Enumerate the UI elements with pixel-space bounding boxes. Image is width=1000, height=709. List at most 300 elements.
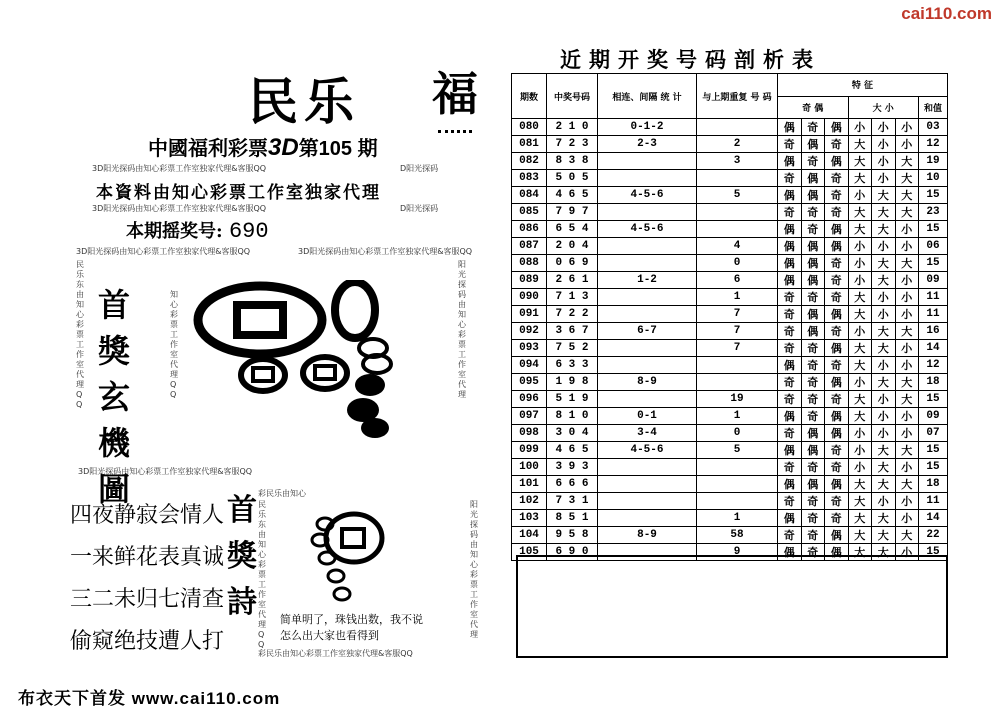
number-cell: 7 1 3 — [547, 289, 598, 306]
size-cell: 大 — [872, 459, 896, 476]
size-cell: 小 — [895, 544, 919, 561]
lottery-history-table — [511, 73, 948, 561]
box-top-text: 彩民乐由知心 — [258, 489, 306, 498]
gap-cell: 3-4 — [598, 425, 697, 442]
header-size: 大 小 — [848, 96, 919, 119]
coins-puzzle-illustration — [185, 280, 435, 440]
parity-cell: 偶 — [825, 527, 849, 544]
size-cell: 大 — [872, 187, 896, 204]
period-cell: 099 — [512, 442, 547, 459]
gap-cell: 6-7 — [598, 323, 697, 340]
number-cell: 9 5 8 — [547, 527, 598, 544]
hint-text — [280, 612, 423, 644]
repeat-cell — [697, 374, 778, 391]
parity-cell: 奇 — [825, 459, 849, 476]
sum-cell: 10 — [919, 170, 948, 187]
sum-cell: 09 — [919, 272, 948, 289]
size-cell: 大 — [872, 527, 896, 544]
size-cell: 小 — [872, 306, 896, 323]
size-cell: 小 — [895, 493, 919, 510]
size-cell: 大 — [848, 357, 872, 374]
gap-cell: 4-5-6 — [598, 221, 697, 238]
gap-cell — [598, 289, 697, 306]
size-cell: 小 — [872, 357, 896, 374]
parity-cell: 偶 — [825, 340, 849, 357]
number-cell: 3 0 4 — [547, 425, 598, 442]
size-cell: 小 — [848, 442, 872, 459]
issue-suffix: 第105 期 — [298, 138, 378, 160]
table-row — [512, 272, 948, 289]
parity-cell: 奇 — [778, 391, 802, 408]
table-row — [512, 510, 948, 527]
size-cell: 小 — [895, 340, 919, 357]
repeat-cell: 3 — [697, 153, 778, 170]
period-cell: 088 — [512, 255, 547, 272]
gap-cell — [598, 255, 697, 272]
repeat-cell — [697, 221, 778, 238]
table-row — [512, 170, 948, 187]
sum-cell: 06 — [919, 238, 948, 255]
table-row — [512, 238, 948, 255]
parity-cell: 奇 — [825, 493, 849, 510]
size-cell: 大 — [872, 374, 896, 391]
gap-cell — [598, 357, 697, 374]
tiny-notice-4: 3D阳光探码由知心彩票工作室独家代理&客服QQ — [298, 247, 473, 256]
period-cell: 096 — [512, 391, 547, 408]
size-cell: 小 — [895, 408, 919, 425]
sum-cell: 11 — [919, 493, 948, 510]
number-cell: 4 6 5 — [547, 187, 598, 204]
gap-cell — [598, 306, 697, 323]
size-cell: 大 — [848, 476, 872, 493]
size-cell: 小 — [872, 289, 896, 306]
gap-cell — [598, 340, 697, 357]
repeat-cell: 0 — [697, 255, 778, 272]
size-cell: 小 — [895, 136, 919, 153]
number-cell: 6 5 4 — [547, 221, 598, 238]
table-row — [512, 459, 948, 476]
gap-cell — [598, 153, 697, 170]
parity-cell: 偶 — [778, 187, 802, 204]
box-right-side: 阳光探码由知心彩票工作室代理 — [470, 500, 478, 639]
gap-cell — [598, 170, 697, 187]
size-cell: 小 — [872, 170, 896, 187]
parity-cell: 奇 — [778, 170, 802, 187]
repeat-cell — [697, 204, 778, 221]
parity-cell: 偶 — [778, 238, 802, 255]
parity-cell: 奇 — [778, 136, 802, 153]
number-cell: 3 6 7 — [547, 323, 598, 340]
size-cell: 大 — [872, 221, 896, 238]
box-left-side: 民乐东由知心彩票工作室代理QQ — [258, 500, 266, 649]
parity-cell: 奇 — [825, 323, 849, 340]
period-cell: 098 — [512, 425, 547, 442]
repeat-cell — [697, 119, 778, 136]
sum-cell: 11 — [919, 306, 948, 323]
gap-cell — [598, 510, 697, 527]
parity-cell: 奇 — [778, 204, 802, 221]
parity-cell: 偶 — [825, 221, 849, 238]
size-cell: 大 — [872, 323, 896, 340]
size-cell: 小 — [895, 221, 919, 238]
repeat-cell — [697, 459, 778, 476]
size-cell: 大 — [872, 510, 896, 527]
repeat-cell: 58 — [697, 527, 778, 544]
parity-cell: 奇 — [778, 425, 802, 442]
size-cell: 大 — [872, 255, 896, 272]
parity-cell: 偶 — [801, 238, 825, 255]
parity-cell: 奇 — [778, 323, 802, 340]
footer-publisher: 布衣天下首发 www.cai110.com — [18, 689, 281, 708]
sum-cell: 16 — [919, 323, 948, 340]
size-cell: 大 — [848, 170, 872, 187]
table-row — [512, 374, 948, 391]
parity-cell: 偶 — [778, 544, 802, 561]
sum-cell: 15 — [919, 187, 948, 204]
parity-cell: 偶 — [825, 544, 849, 561]
parity-cell: 偶 — [825, 408, 849, 425]
size-cell: 大 — [895, 323, 919, 340]
parity-cell: 奇 — [801, 527, 825, 544]
table-row — [512, 153, 948, 170]
parity-cell: 奇 — [778, 306, 802, 323]
parity-cell: 偶 — [778, 357, 802, 374]
parity-cell: 奇 — [778, 340, 802, 357]
number-cell: 7 9 7 — [547, 204, 598, 221]
sum-cell: 15 — [919, 442, 948, 459]
gap-cell — [598, 493, 697, 510]
size-cell: 大 — [848, 153, 872, 170]
repeat-cell — [697, 493, 778, 510]
poem-title — [224, 488, 260, 626]
poster-title: 民乐 — [248, 72, 360, 131]
parity-cell: 偶 — [778, 510, 802, 527]
number-cell: 5 0 5 — [547, 170, 598, 187]
period-cell: 086 — [512, 221, 547, 238]
period-cell: 080 — [512, 119, 547, 136]
parity-cell: 奇 — [825, 136, 849, 153]
parity-cell: 奇 — [825, 255, 849, 272]
repeat-cell: 19 — [697, 391, 778, 408]
period-cell: 087 — [512, 238, 547, 255]
size-cell: 小 — [872, 136, 896, 153]
number-cell: 6 9 0 — [547, 544, 598, 561]
table-row — [512, 221, 948, 238]
repeat-cell: 6 — [697, 272, 778, 289]
period-cell: 090 — [512, 289, 547, 306]
period-cell: 105 — [512, 544, 547, 561]
parity-cell: 奇 — [825, 510, 849, 527]
sum-cell: 18 — [919, 374, 948, 391]
size-cell: 大 — [895, 391, 919, 408]
tiny-notice-1: 3D阳光探码由知心彩票工作室独家代理&客服QQ — [92, 164, 267, 173]
number-cell: 2 0 4 — [547, 238, 598, 255]
sum-cell: 07 — [919, 425, 948, 442]
period-cell: 082 — [512, 153, 547, 170]
poem-title-char: 獎 — [227, 539, 257, 574]
parity-cell: 奇 — [801, 119, 825, 136]
parity-cell: 奇 — [778, 527, 802, 544]
tiny-notice-short-2: D阳光探码 — [400, 204, 439, 213]
size-cell: 大 — [872, 340, 896, 357]
period-cell: 104 — [512, 527, 547, 544]
size-cell: 小 — [872, 238, 896, 255]
period-cell: 084 — [512, 187, 547, 204]
header-feature: 特 征 — [778, 74, 948, 97]
parity-cell: 奇 — [801, 289, 825, 306]
sum-cell: 15 — [919, 221, 948, 238]
parity-cell: 偶 — [778, 119, 802, 136]
size-cell: 小 — [848, 272, 872, 289]
parity-cell: 奇 — [825, 170, 849, 187]
parity-cell: 奇 — [801, 153, 825, 170]
site-watermark: cai110.com — [901, 4, 992, 23]
parity-cell: 偶 — [778, 221, 802, 238]
hint-line: 怎么出大家也看得到 — [280, 629, 379, 642]
box-bottom-text: 彩民乐由知心彩票工作室独家代理&客服QQ — [258, 649, 413, 658]
table-row — [512, 425, 948, 442]
size-cell: 大 — [848, 340, 872, 357]
sum-cell: 15 — [919, 391, 948, 408]
size-cell: 大 — [872, 442, 896, 459]
period-cell: 085 — [512, 204, 547, 221]
size-cell: 小 — [872, 119, 896, 136]
size-cell: 大 — [895, 255, 919, 272]
number-cell: 7 3 1 — [547, 493, 598, 510]
parity-cell: 偶 — [801, 323, 825, 340]
header-parity: 奇 偶 — [778, 96, 849, 119]
size-cell: 小 — [848, 425, 872, 442]
size-cell: 大 — [895, 527, 919, 544]
period-cell: 091 — [512, 306, 547, 323]
table-row — [512, 357, 948, 374]
issue-3d: 3D — [268, 134, 299, 161]
draw-number: 690 — [228, 219, 269, 244]
sum-cell: 22 — [919, 527, 948, 544]
parity-cell: 奇 — [825, 289, 849, 306]
header-sum: 和值 — [919, 96, 948, 119]
parity-cell: 奇 — [778, 459, 802, 476]
parity-cell: 奇 — [825, 442, 849, 459]
parity-cell: 偶 — [825, 425, 849, 442]
size-cell: 小 — [895, 306, 919, 323]
number-cell: 3 9 3 — [547, 459, 598, 476]
parity-cell: 奇 — [778, 493, 802, 510]
sum-cell: 14 — [919, 510, 948, 527]
size-cell: 小 — [848, 187, 872, 204]
parity-cell: 奇 — [801, 357, 825, 374]
gap-cell: 2-3 — [598, 136, 697, 153]
repeat-cell: 4 — [697, 238, 778, 255]
repeat-cell: 1 — [697, 408, 778, 425]
period-cell: 097 — [512, 408, 547, 425]
size-cell: 小 — [895, 425, 919, 442]
sum-cell: 03 — [919, 119, 948, 136]
period-cell: 101 — [512, 476, 547, 493]
repeat-cell — [697, 476, 778, 493]
poem-line: 三二未归七清查 — [70, 587, 225, 612]
sum-cell: 12 — [919, 357, 948, 374]
size-cell: 小 — [872, 391, 896, 408]
repeat-cell: 9 — [697, 544, 778, 561]
period-cell: 100 — [512, 459, 547, 476]
parity-cell: 奇 — [801, 510, 825, 527]
parity-cell: 奇 — [825, 272, 849, 289]
size-cell: 大 — [848, 510, 872, 527]
xuanji-char: 獎 — [97, 332, 130, 370]
size-cell: 大 — [895, 204, 919, 221]
size-cell: 小 — [895, 272, 919, 289]
number-cell: 7 5 2 — [547, 340, 598, 357]
agent-line: 本資料由知心彩票工作室独家代理 — [96, 183, 381, 203]
repeat-cell: 7 — [697, 340, 778, 357]
fu-character: 福 — [432, 67, 478, 121]
period-cell: 083 — [512, 170, 547, 187]
poem-line: 偷窥绝技遭人打 — [70, 629, 225, 654]
parity-cell: 偶 — [778, 272, 802, 289]
poem-line: 四夜静寂会情人 — [70, 503, 225, 528]
parity-cell: 奇 — [801, 374, 825, 391]
parity-cell: 偶 — [801, 476, 825, 493]
poem-title-char: 首 — [227, 493, 257, 528]
repeat-cell: 7 — [697, 306, 778, 323]
table-row — [512, 289, 948, 306]
period-cell: 081 — [512, 136, 547, 153]
parity-cell: 奇 — [801, 391, 825, 408]
number-cell: 7 2 2 — [547, 306, 598, 323]
size-cell: 小 — [848, 459, 872, 476]
sum-cell: 15 — [919, 255, 948, 272]
tiny-notice-2: 3D阳光探码由知心彩票工作室独家代理&客服QQ — [92, 204, 267, 213]
size-cell: 大 — [848, 493, 872, 510]
left-side-text: 民乐东由知心彩票工作室代理QQ — [76, 260, 84, 409]
parity-cell: 偶 — [825, 119, 849, 136]
parity-cell: 奇 — [778, 374, 802, 391]
period-cell: 094 — [512, 357, 547, 374]
number-cell: 1 9 8 — [547, 374, 598, 391]
xuanji-title — [92, 282, 136, 512]
size-cell: 小 — [895, 510, 919, 527]
header-period: 期数 — [512, 74, 547, 119]
parity-cell: 偶 — [778, 153, 802, 170]
table-row — [512, 408, 948, 425]
parity-cell: 偶 — [801, 425, 825, 442]
table-row — [512, 493, 948, 510]
size-cell: 小 — [895, 119, 919, 136]
repeat-cell — [697, 170, 778, 187]
gap-cell — [598, 204, 697, 221]
size-cell: 大 — [848, 527, 872, 544]
size-cell: 小 — [848, 374, 872, 391]
gap-cell: 8-9 — [598, 527, 697, 544]
size-cell: 大 — [872, 272, 896, 289]
right-side-text: 阳光探码由知心彩票工作室代理 — [458, 260, 466, 399]
size-cell: 小 — [872, 425, 896, 442]
xuanji-char: 圖 — [97, 470, 130, 508]
sum-cell: 19 — [919, 153, 948, 170]
parity-cell: 奇 — [801, 221, 825, 238]
mid-side-text: 知心彩票工作室代理QQ — [170, 290, 178, 399]
xuanji-char: 首 — [97, 286, 130, 324]
parity-cell: 偶 — [778, 255, 802, 272]
repeat-cell: 5 — [697, 442, 778, 459]
table-row — [512, 187, 948, 204]
gap-cell: 0-1 — [598, 408, 697, 425]
sum-cell: 11 — [919, 289, 948, 306]
size-cell: 大 — [848, 204, 872, 221]
parity-cell: 偶 — [825, 476, 849, 493]
size-cell: 大 — [872, 204, 896, 221]
parity-cell: 偶 — [801, 170, 825, 187]
period-cell: 093 — [512, 340, 547, 357]
gap-cell: 0-1-2 — [598, 119, 697, 136]
issue-prefix: 中國福利彩票 — [148, 138, 268, 160]
size-cell: 小 — [895, 238, 919, 255]
issue-line — [148, 132, 378, 162]
number-cell: 6 3 3 — [547, 357, 598, 374]
fu-tassel-decoration — [438, 100, 472, 133]
size-cell: 小 — [872, 153, 896, 170]
sum-cell: 14 — [919, 340, 948, 357]
parity-cell: 奇 — [801, 544, 825, 561]
poem-title-char: 詩 — [227, 585, 257, 620]
parity-cell: 偶 — [801, 306, 825, 323]
parity-cell: 奇 — [825, 357, 849, 374]
repeat-cell: 5 — [697, 187, 778, 204]
size-cell: 大 — [848, 408, 872, 425]
parity-cell: 偶 — [825, 374, 849, 391]
size-cell: 小 — [848, 323, 872, 340]
poem — [70, 495, 224, 663]
size-cell: 大 — [895, 442, 919, 459]
gap-cell — [598, 238, 697, 255]
table-row — [512, 136, 948, 153]
poem-line: 一来鲜花表真诚 — [70, 545, 225, 570]
number-cell: 8 3 8 — [547, 153, 598, 170]
size-cell: 大 — [895, 374, 919, 391]
size-cell: 小 — [848, 255, 872, 272]
parity-cell: 奇 — [825, 204, 849, 221]
table-row — [512, 323, 948, 340]
tiny-notice-3: 3D阳光探码由知心彩票工作室独家代理&客服QQ — [76, 247, 251, 256]
size-cell: 大 — [848, 544, 872, 561]
table-row — [512, 527, 948, 544]
repeat-cell: 2 — [697, 136, 778, 153]
number-cell: 0 6 9 — [547, 255, 598, 272]
hint-line: 简单明了，珠钱出数，我不说 — [280, 613, 423, 626]
period-cell: 092 — [512, 323, 547, 340]
table-row — [512, 340, 948, 357]
period-cell: 102 — [512, 493, 547, 510]
period-cell: 103 — [512, 510, 547, 527]
size-cell: 大 — [848, 391, 872, 408]
parity-cell: 偶 — [801, 136, 825, 153]
size-cell: 大 — [895, 476, 919, 493]
parity-cell: 偶 — [801, 442, 825, 459]
parity-cell: 奇 — [801, 459, 825, 476]
table-row — [512, 391, 948, 408]
parity-cell: 偶 — [825, 306, 849, 323]
size-cell: 大 — [895, 153, 919, 170]
header-repeat: 与上期重复 号 码 — [697, 74, 778, 119]
number-cell: 8 1 0 — [547, 408, 598, 425]
xuanji-char: 機 — [97, 424, 130, 462]
size-cell: 大 — [895, 187, 919, 204]
header-gap: 相连、间隔 统 计 — [598, 74, 697, 119]
blank-notes-box — [516, 555, 948, 658]
sum-cell: 18 — [919, 476, 948, 493]
sum-cell: 09 — [919, 408, 948, 425]
